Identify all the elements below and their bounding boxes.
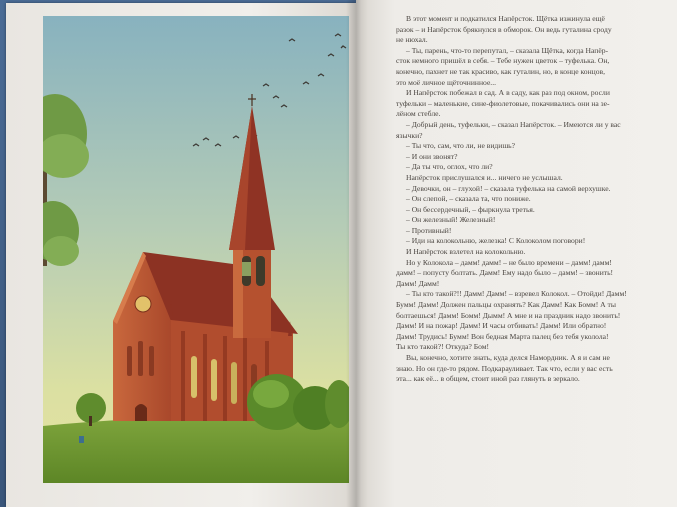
text-line: болтаешься! Дамм! Бомм! Дымм! А мне и на праздник надо звонить!: [396, 310, 621, 320]
text-line: – Он железный! Железный!: [406, 215, 496, 225]
text-line: Напёрсток прислушался и... ничего не услышал.: [406, 172, 563, 182]
text-line: Дамм! Дамм!: [396, 278, 440, 288]
text-line: – Девочки, он – глухой! – сказала туфелька на самой верхушке.: [406, 183, 611, 193]
text-line: – Да ты что, оглох, что ли?: [406, 162, 493, 172]
text-line: – Ты что, сам, что ли, не видишь?: [406, 141, 515, 151]
text-line: конечно, пахнет не так красиво, как гуталин, но, в конце концов,: [396, 66, 605, 76]
lawn: [43, 417, 349, 483]
text-line: Ты кто такой?! Откуда? Бом!: [396, 342, 490, 352]
text-line: – Противный!: [406, 225, 452, 235]
text-line: разок – и Напёрсток брякнулся в обморок. Он ведь гуталина сроду: [396, 24, 612, 34]
text-line: туфельки – маленькие, сине-фиолетовые, покачивались они на зе-: [396, 98, 610, 108]
text-line: знаю. Но он где-то рядом. Подкарауливает. Так что, если у вас есть: [396, 363, 613, 373]
text-line: И Напёрсток взлетел на колокольню.: [406, 247, 526, 257]
text-line: – Добрый день, туфельки, – сказал Напёрсток. – Имеются ли у вас: [406, 119, 621, 129]
text-line: В этот момент и подкатился Напёрсток. Щётка изжинула ещё: [406, 14, 605, 23]
small-figure: [79, 436, 84, 443]
text-line: – Он бессердечный, – фыркнула третья.: [406, 204, 535, 214]
text-line: Дамм! И на пожар! Дамм! И часы отбивать! Дамм! Или обратно!: [396, 321, 607, 331]
text-line: – Он слепой, – сказала та, что пониже.: [406, 194, 531, 204]
text-line: лёном стебле.: [396, 109, 441, 119]
book-gutter: [346, 0, 368, 507]
text-line: сток немного пришёл в себя. – Тебе нужен цветок – туфелька. Он,: [396, 56, 610, 66]
text-line: Вы, конечно, хотите знать, куда делся Намордник. А я и сам не: [406, 353, 610, 362]
text-line: дамм! – попусту болтать. Дамм! Ему надо было – дамм! – звонить!: [396, 268, 614, 278]
text-line: Дамм! Трудись! Бумм! Вон бедная Марта палец без тебя уколола!: [396, 331, 609, 341]
text-line: Но у Колокола – дамм! дамм! – не было времени – дамм! дамм!: [406, 257, 612, 267]
text-line: язычки?: [396, 130, 423, 140]
church-illustration: [43, 16, 349, 483]
text-line: – Иди на колокольню, железка! С Колоколом поговори!: [406, 236, 586, 246]
text-line: не нюхал.: [396, 35, 428, 45]
text-line: Бумм! Дамм! Должен пальцы охранять? Как Дамм! Как Бомм! А ты: [396, 300, 616, 310]
left-page: [6, 3, 356, 507]
text-line: эта... как её... в общем, стоит иной раз глянуть в зеркало.: [396, 374, 580, 384]
text-line: – Ты кто такой?!! Дамм! Дамм! – взревел Колокол. – Отойди! Дамм!: [406, 289, 627, 299]
text-line: это моё личное щёточнинное...: [396, 77, 497, 87]
text-line: – Ты, парень, что-то перепутал, – сказала Щётка, когда Напёр-: [406, 45, 609, 55]
story-text: [396, 14, 671, 385]
text-line: – И они звонят?: [406, 151, 458, 161]
text-line: И Напёрсток побежал в сад. А в саду, как раз под окном, росли: [406, 88, 610, 98]
